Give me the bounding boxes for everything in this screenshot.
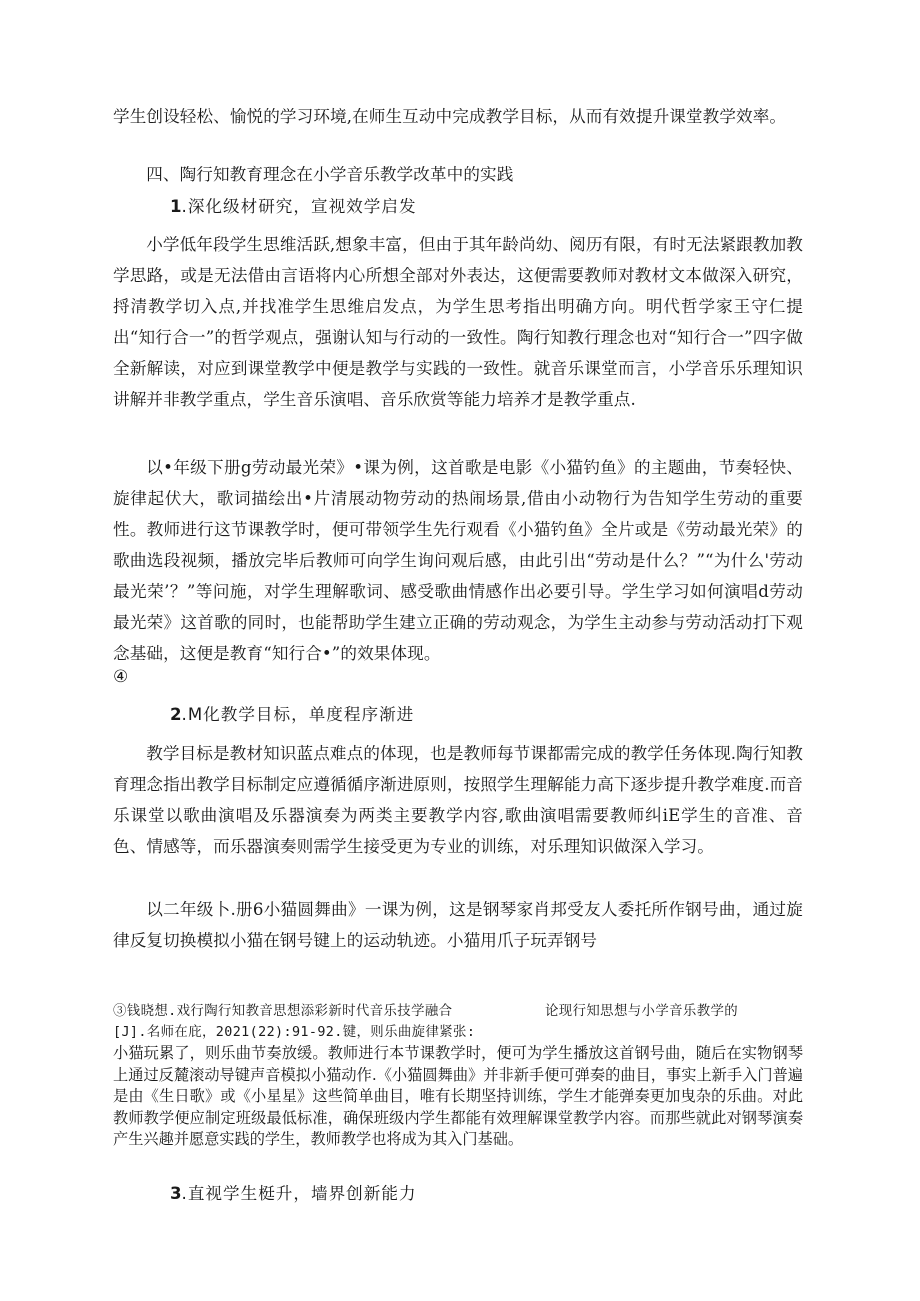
paragraph-4: 以二年级卜.册6小猫圆舞曲》一课为例，这是钢琴家肖邦受友人委托所作钢号曲，通过旋律反复切换模拟小猫在钢号键上的运动轨迹。小猫用爪子玩弄钢号 xyxy=(113,900,803,950)
section-title: 四、陶行知教育理念在小学音乐教学改革中的实践 xyxy=(146,165,514,184)
heading-2 xyxy=(170,699,414,730)
paragraph-5: 小猫玩累了，则乐曲节奏放缓。教师进行本节课教学时，便可为学生播放这首钢号曲，随后在实物钢琴上通过反麓滚动导键声音模拟小猫动作.《小猫圆舞曲》并非新手便可弹奏的曲目，事实上新手入门普遍是由《生日歌》或《小星星》这些简单曲目，唯有长期坚持训练，学生才能弹奏更加曳杂的乐曲。对此教师教学便应制定班级最低标准，确保班级内学生都能有效理解课堂教学内容。而那些就此对钢琴演奏产生兴趣并愿意实践的学生，教师教学也将成为其入门基础。 xyxy=(113,1044,803,1149)
paragraph-1: 小学低年段学生思维活跃,想象丰富，但由于其年龄尚幼、阅历有限，有时无法紧跟教加教学思路，或是无法借由言语将内心所想全部对外表达，这便需要教师对教材文本做深入研究，捋清教学切入点,并找准学生思维启发点，为学生思考指出明确方向。明代哲学家王守仁提出“知行合一”的哲学观点，强谢认知与行动的一致性。陶行知教行理念也对“知行合一”四字做全新解读，对应到课堂教学中便是教学与实践的一致性。就音乐课堂而言，小学音乐乐理知识讲解并非教学重点，学生音乐演唱、音乐欣赏等能力培养才是教学重点. xyxy=(113,235,803,409)
paragraph-3: 教学目标是教材知识蓝点难点的体现，也是教师每节课都需完成的教学任务体现.陶行知教育理念指出教学目标制定应遵循循序渐进原则，按照学生理解能力高下逐步提升教学难度.而音乐课堂以歌曲演唱及乐器演奏为两类主要教学内容,歌曲演唱需要教师纠iE学生的音准、音色、情感等，而乐器演奏则需学生接受更为专业的训练，对乐理知识做深入学习。 xyxy=(113,744,803,856)
heading-2-text: .M化教学目标，单度程序渐进 xyxy=(181,705,415,724)
footnote-line-1-right: 论现行知思想与小学音乐教学的 xyxy=(545,1004,739,1019)
heading-3-number: 3 xyxy=(170,1184,182,1203)
footnote-line-2: [J].名师在庇，2021(22):91-92.键，则乐曲旋律紧张: xyxy=(113,1025,476,1040)
heading-1-text: .深化级材研究，宣视效学启发 xyxy=(181,197,417,216)
footnote-line-1: ③钱晓想.戏行陶行知教音思想添彩新时代音乐技学融合 xyxy=(113,1004,453,1019)
heading-3 xyxy=(170,1178,417,1209)
heading-1 xyxy=(170,191,417,222)
heading-3-text: .直视学生梃升，墙界创新能力 xyxy=(181,1184,417,1203)
footnote-marker: ④ xyxy=(113,667,129,687)
intro-paragraph: 学生创设轻松、愉悦的学习环境,在师生互动中完成教学目标，从而有效提升课堂教学效率。 xyxy=(113,107,787,126)
heading-2-number: 2 xyxy=(170,705,182,724)
paragraph-2: 以•年级下册g劳动最光荣》•课为例，这首歌是电影《小猫钓鱼》的主题曲，节奏轻快、旋律起伏大，歌词描绘出•片清展动物劳动的热闹场景,借由小动物行为告知学生劳动的重要性。教师进行这节课教学时，便可带领学生先行观看《小猫钓鱼》全片或是《劳动最光荣》的歌曲选段视频，播放完毕后教师可向学生询问观后感，由此引出“劳动是什么？”“为什么'劳动最光荣’？”等问施，对学生理解歌词、感受歌曲情感作出必要引导。学生学习如何演唱d劳动最光荣》这首歌的同时，也能帮助学生建立正确的劳动观念，为学生主动参与劳动活动打下观念基础，这便是教育“知行合•”的效果体现。 xyxy=(113,458,803,663)
heading-1-number: 1 xyxy=(170,197,182,216)
